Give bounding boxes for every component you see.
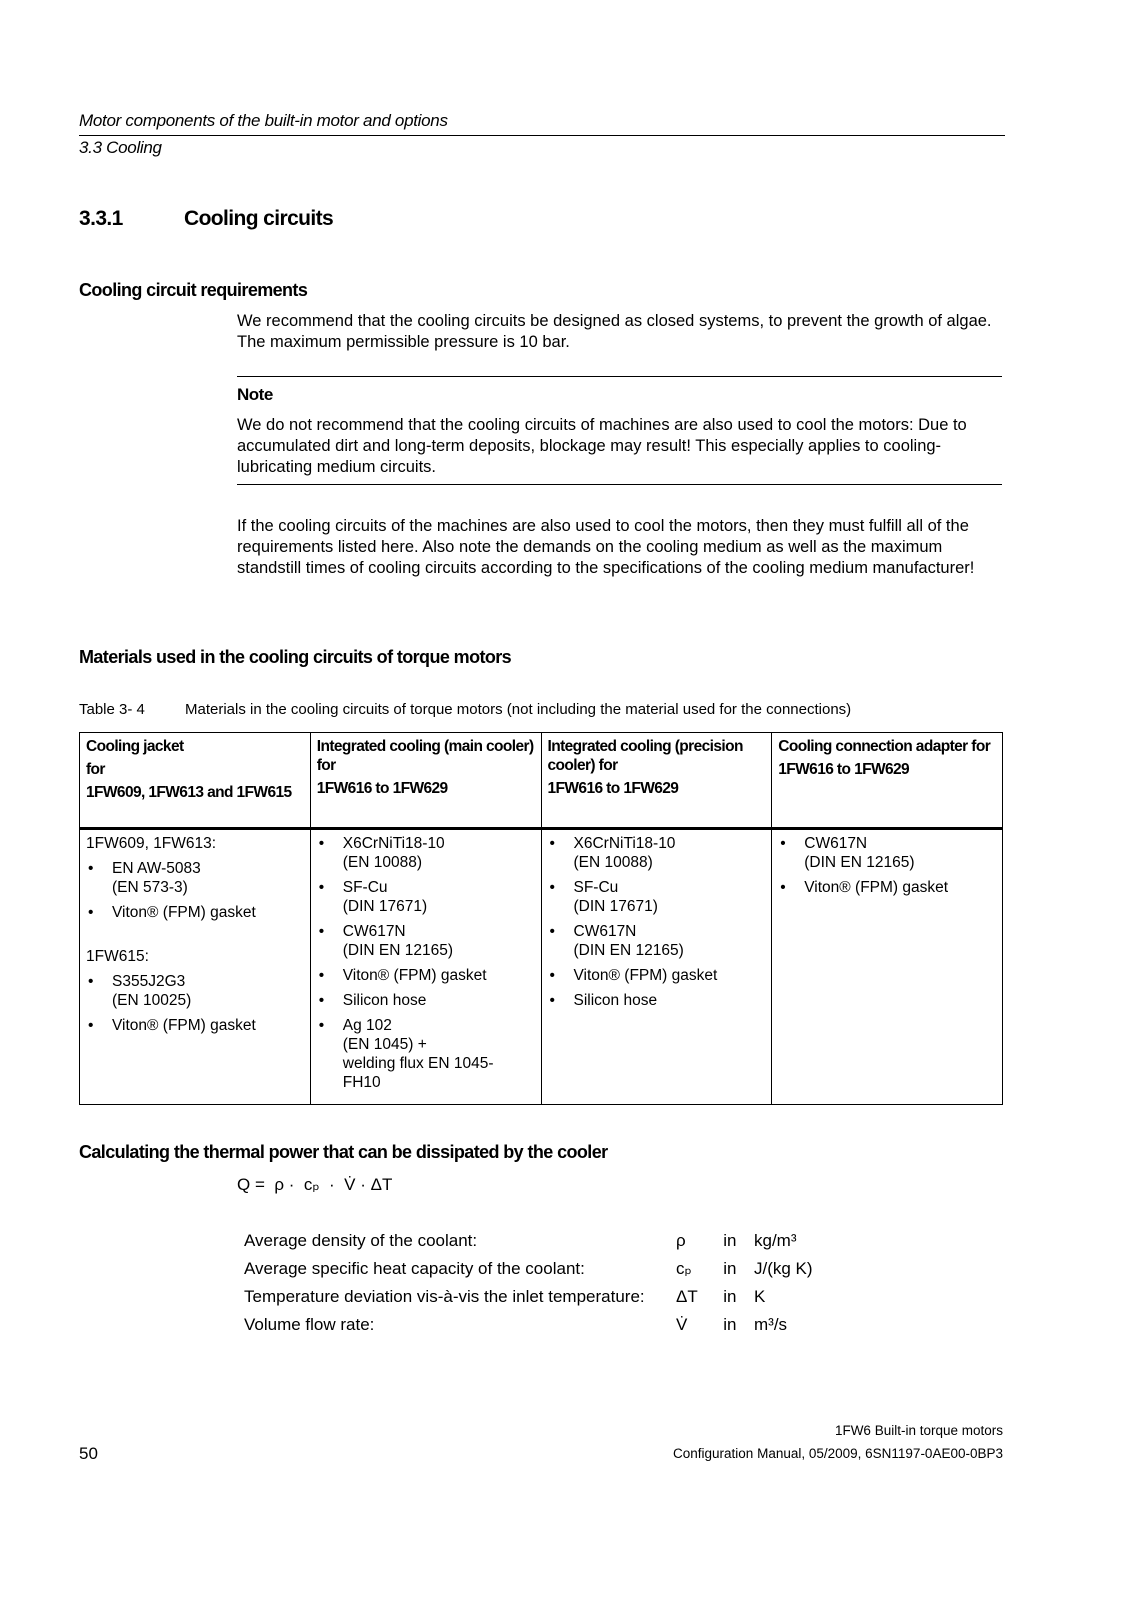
bullet-item: [317, 966, 535, 985]
header-cell: [310, 733, 541, 829]
table-cell: [541, 829, 772, 1105]
variable-description: Average density of the coolant:: [244, 1231, 478, 1250]
cell-text: 1FW609, 1FW613:: [86, 835, 217, 852]
section-number: 3.3.1: [79, 207, 123, 230]
bullet-item: [778, 878, 996, 897]
thermal-formula: Q = ρ · cₚ · V̇ · ΔT: [237, 1175, 393, 1194]
note-text: We do not recommend that the cooling circuits of machines are also used to cool the motors: Due to accumulated dirt and long-term deposits, blockage may result! This especially applies to cooling-lubricating medium circuits.: [237, 416, 967, 476]
bullet-line: • Silicon hose: [342, 992, 427, 1009]
variable-row: [244, 1231, 924, 1259]
table-row: [80, 829, 1003, 1105]
bullet-line: • X6CrNiTi18-10: [573, 835, 676, 852]
bullet-line: (DIN 17671): [342, 898, 428, 915]
variable-in: in: [723, 1315, 737, 1334]
bullet-line: • EN AW-5083: [112, 860, 201, 877]
variable-row: [244, 1259, 924, 1287]
bullet-item: [317, 991, 535, 1010]
bullet-line: (DIN 17671): [573, 898, 658, 915]
variable-description: Temperature deviation vis-à-vis the inlet temperature:: [244, 1287, 645, 1306]
requirements-paragraph: We recommend that the cooling circuits be designed as closed systems, to prevent the growth of algae. The maximum permissible pressure is 10 bar.: [237, 312, 992, 351]
running-header-chapter: Motor components of the built-in motor and options: [79, 111, 448, 130]
variable-row: [244, 1315, 924, 1343]
requirements-paragraph-2: If the cooling circuits of the machines are also used to cool the motors, then they must fulfill all of the requirements listed here. Also note the demands on the cooling medium as well as the maximum standstill times of cooling circuits according to the specifications of the cooling medium manufacturer!: [237, 517, 975, 577]
bullet-line: • Silicon hose: [573, 992, 658, 1009]
note-top-rule: [237, 376, 1002, 377]
variable-symbol: V̇: [676, 1315, 688, 1334]
bullet-line: (EN 10088): [573, 854, 653, 871]
running-header-section: 3.3 Cooling: [79, 138, 162, 157]
materials-heading: Materials used in the cooling circuits of torque motors: [79, 647, 512, 667]
header-cell: [541, 733, 772, 829]
bullet-line: • Viton® (FPM) gasket: [112, 904, 256, 921]
bullet-line: (DIN EN 12165): [342, 942, 454, 959]
thermal-heading: Calculating the thermal power that can be dissipated by the cooler: [79, 1142, 608, 1162]
header-line: Cooling connection adapter for: [778, 738, 991, 755]
bullet-line: • Viton® (FPM) gasket: [573, 967, 718, 984]
materials-table: [79, 732, 1003, 1105]
bullet-line: welding flux EN 1045-: [342, 1055, 494, 1072]
bullet-line: • S355J2G3: [112, 973, 186, 990]
bullet-item: [548, 966, 766, 985]
header-line: Cooling jacket: [86, 738, 184, 755]
bullet-line: • SF-Cu: [342, 879, 388, 896]
variable-description: Volume flow rate:: [244, 1315, 375, 1334]
footer-manual: Configuration Manual, 05/2009, 6SN1197-0AE00-0BP3: [673, 1446, 1003, 1461]
variable-symbol: cₚ: [676, 1259, 692, 1278]
bullet-line: • CW617N: [573, 923, 637, 940]
bullet-line: (EN 573-3): [112, 879, 188, 896]
header-line: 1FW616 to 1FW629: [778, 761, 910, 778]
bullet-item: [548, 991, 766, 1010]
variable-in: in: [723, 1231, 737, 1250]
bullet-item: [548, 834, 766, 872]
bullet-line: • X6CrNiTi18-10: [342, 835, 445, 852]
bullet-line: • CW617N: [342, 923, 406, 940]
bullet-item: [317, 922, 535, 960]
bullet-line: • CW617N: [804, 835, 868, 852]
variables-table: [244, 1231, 924, 1343]
variable-in: in: [723, 1259, 737, 1278]
bullet-item: [778, 834, 996, 872]
variable-in: in: [723, 1287, 737, 1306]
variable-symbol: ρ: [676, 1231, 686, 1250]
bullet-item: [86, 903, 304, 922]
bullet-line: • Viton® (FPM) gasket: [112, 1017, 256, 1034]
footer-product: 1FW6 Built-in torque motors: [834, 1423, 1003, 1438]
spacer: [86, 928, 304, 947]
variable-unit: m³/s: [754, 1315, 788, 1334]
table-cell: [80, 829, 311, 1105]
header-line: 1FW609, 1FW613 and 1FW615: [86, 784, 292, 801]
table-cell: [310, 829, 541, 1105]
variable-unit: K: [754, 1287, 766, 1306]
bullet-line: (EN 10025): [112, 992, 192, 1009]
bullet-item: [317, 834, 535, 872]
bullet-item: [86, 859, 304, 897]
bullet-item: [548, 878, 766, 916]
header-cell: [772, 733, 1003, 829]
header-cell: [80, 733, 311, 829]
bullet-line: • Ag 102: [342, 1017, 392, 1034]
bullet-line: (EN 1045) +: [342, 1036, 427, 1053]
variable-row: [244, 1287, 924, 1315]
bullet-item: [317, 1016, 535, 1092]
table-cell: [772, 829, 1003, 1105]
header-line: 1FW616 to 1FW629: [547, 780, 679, 797]
header-line: 1FW616 to 1FW629: [316, 780, 448, 797]
bullet-line: (DIN EN 12165): [573, 942, 684, 959]
bullet-item: [548, 922, 766, 960]
header-line: for: [86, 761, 105, 778]
bullet-item: [86, 1016, 304, 1035]
requirements-heading: Cooling circuit requirements: [79, 280, 308, 300]
table-caption: Materials in the cooling circuits of torque motors (not including the material used for the connections): [185, 701, 852, 718]
page-number: 50: [79, 1444, 98, 1463]
bullet-line: • Viton® (FPM) gasket: [804, 879, 949, 896]
header-line: Integrated cooling (main cooler) for: [316, 738, 534, 774]
header-line: Integrated cooling (precision cooler) for: [547, 738, 743, 774]
variable-symbol: ΔT: [676, 1287, 698, 1306]
variable-description: Average specific heat capacity of the coolant:: [244, 1259, 585, 1278]
bullet-line: • Viton® (FPM) gasket: [342, 967, 487, 984]
cell-text: 1FW615:: [86, 948, 149, 965]
variable-unit: kg/m³: [754, 1231, 797, 1250]
note-bottom-rule: [237, 484, 1002, 485]
table-header-row: [80, 733, 1003, 829]
bullet-line: (DIN EN 12165): [804, 854, 915, 871]
note-title: Note: [237, 385, 273, 404]
section-title: Cooling circuits: [184, 207, 334, 230]
bullet-line: FH10: [342, 1074, 381, 1091]
bullet-line: • SF-Cu: [573, 879, 619, 896]
bullet-item: [317, 878, 535, 916]
bullet-item: [86, 972, 304, 1010]
header-rule: [79, 135, 1005, 136]
table-caption-label: Table 3- 4: [79, 701, 145, 718]
bullet-line: (EN 10088): [342, 854, 423, 871]
variable-unit: J/(kg K): [754, 1259, 813, 1278]
